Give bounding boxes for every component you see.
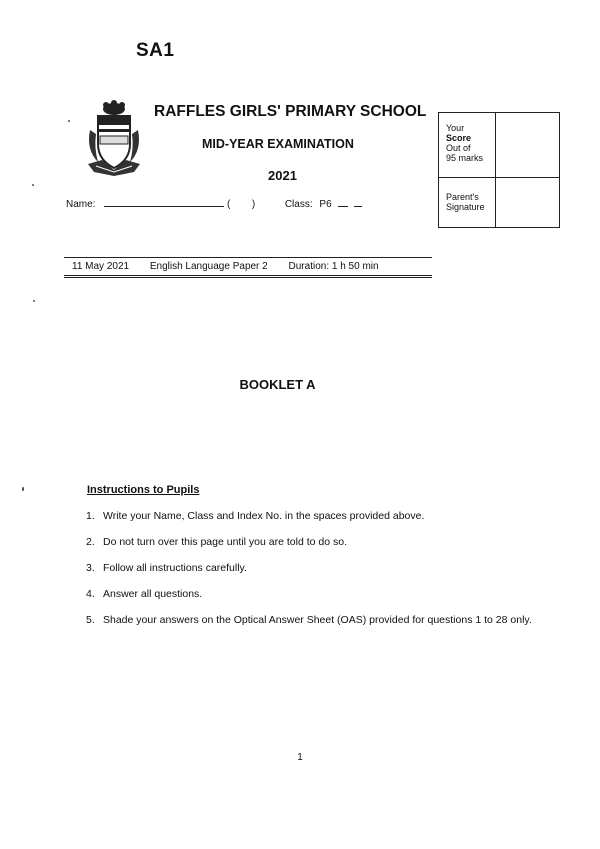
list-item: 1. Write your Name, Class and Index No. in the spaces provided above. bbox=[86, 510, 425, 522]
scan-speck bbox=[22, 487, 24, 491]
name-field[interactable] bbox=[104, 206, 224, 207]
name-label: Name: bbox=[66, 199, 96, 210]
document-label: SA1 bbox=[136, 40, 175, 61]
exam-duration: Duration: 1 h 50 min bbox=[288, 261, 379, 272]
index-open: ( bbox=[227, 199, 231, 210]
signature-field[interactable] bbox=[497, 180, 557, 226]
class-field-2[interactable] bbox=[354, 206, 362, 207]
signature-label: Parent's Signature bbox=[446, 192, 485, 212]
paper-info-bar bbox=[64, 257, 432, 278]
paper-name: English Language Paper 2 bbox=[149, 261, 268, 272]
student-details-row bbox=[66, 199, 362, 210]
class-label: Class: bbox=[284, 199, 313, 210]
list-item: 5. Shade your answers on the Optical Answer Sheet (OAS) provided for questions 1 to 28 only. bbox=[86, 614, 532, 626]
list-item: 2. Do not turn over this page until you are told to do so. bbox=[86, 536, 347, 548]
score-field[interactable] bbox=[497, 115, 557, 175]
exam-date: 11 May 2021 bbox=[72, 261, 130, 272]
list-item: 3. Follow all instructions carefully. bbox=[86, 562, 247, 574]
score-box bbox=[438, 112, 560, 228]
class-prefix: P6 bbox=[319, 199, 332, 210]
index-close: ) bbox=[251, 199, 256, 210]
instructions-list bbox=[86, 510, 546, 640]
score-label: Your Score Out of 95 marks bbox=[446, 123, 484, 163]
exam-year: 2021 bbox=[268, 168, 297, 183]
school-name: RAFFLES GIRLS' PRIMARY SCHOOL bbox=[154, 103, 427, 120]
scan-speck bbox=[32, 184, 34, 186]
page-number: 1 bbox=[297, 752, 303, 763]
exam-title: MID-YEAR EXAMINATION bbox=[202, 137, 354, 151]
instructions-heading: Instructions to Pupils bbox=[87, 484, 200, 496]
class-field[interactable] bbox=[338, 206, 348, 207]
scan-speck bbox=[33, 300, 35, 302]
booklet-title: BOOKLET A bbox=[239, 377, 316, 392]
scan-speck bbox=[68, 120, 70, 122]
school-crest-icon bbox=[84, 100, 144, 178]
list-item: 4. Answer all questions. bbox=[86, 588, 203, 600]
